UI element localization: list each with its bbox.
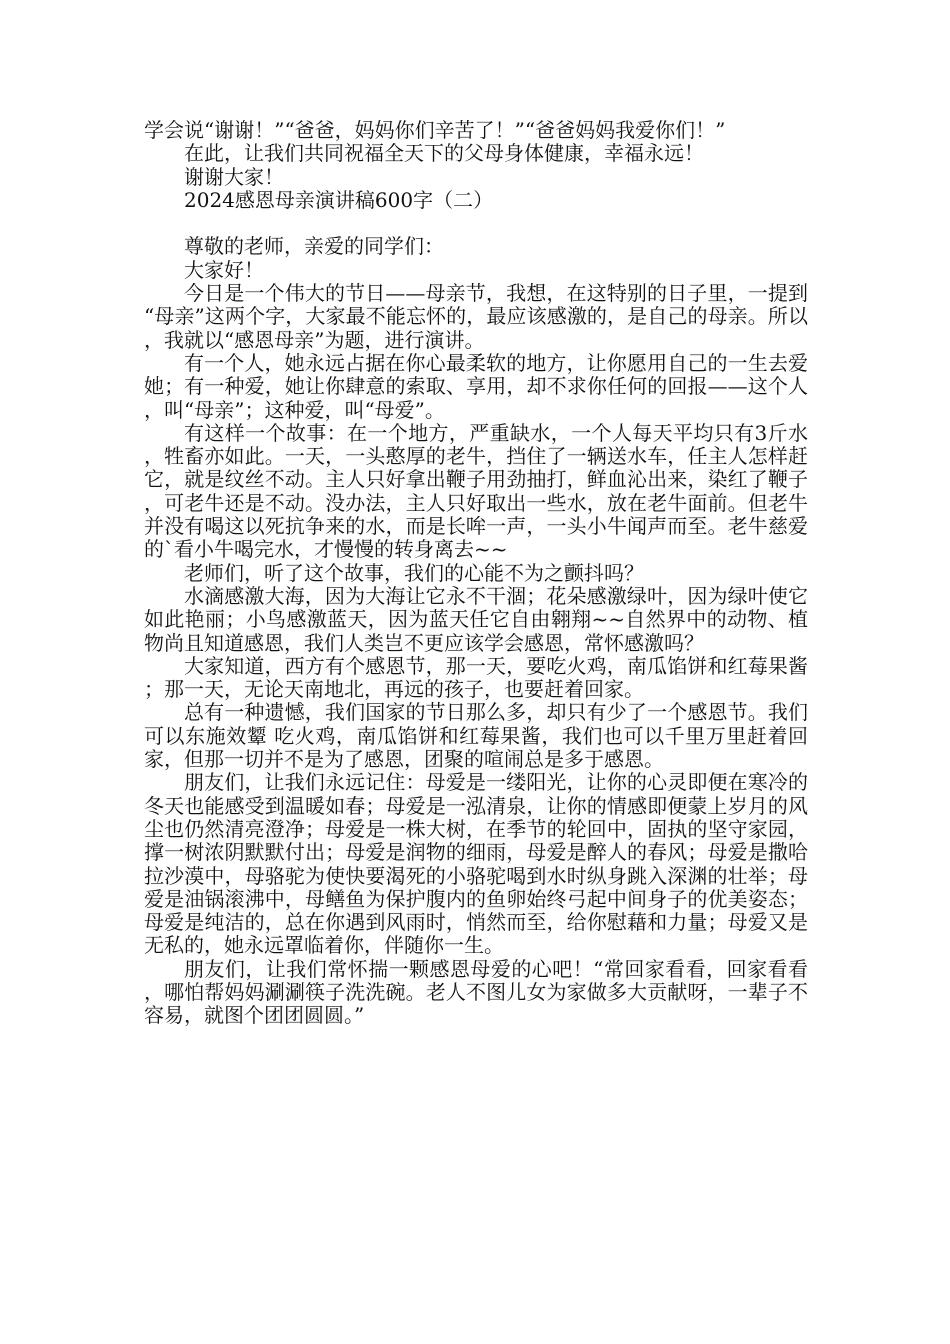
paragraph-continued: 学会说“谢谢！”“爸爸，妈妈你们辛苦了！”“爸爸妈妈我爱你们！” (144, 118, 726, 142)
paragraph: 今日是一个伟大的节日——母亲节，我想，在这特别的日子里，一提到“母亲”这两个字，大家最不能忘怀的，最应该感激的，是自己的母亲。所以，我就以“感恩母亲”为题，进行演讲。 (144, 281, 808, 352)
document-body (144, 119, 808, 1028)
paragraph: 老师们，听了这个故事，我们的心能不为之颤抖吗？ (184, 560, 644, 585)
paragraph: 朋友们，让我们常怀揣一颗感恩母爱的心吧！“常回家看看，回家看看，哪怕帮妈妈涮涮筷子洗洗碗。老人不图儿女为家做多大贡献呀，一辈子不容易，就图个团团圆圆。” (144, 956, 808, 1028)
paragraph: 水滴感激大海，因为大海让它永不干涸；花朵感激绿叶，因为绿叶使它如此艳丽；小鸟感激蓝天，因为蓝天任它自由翱翔~~自然界中的动物、植物尚且知道感恩，我们人类岂不更应该学会感恩，常怀感激吗？ (144, 583, 808, 655)
paragraph-thanks: 谢谢大家！ (184, 164, 284, 189)
salutation: 尊敬的老师，亲爱的同学们： (184, 234, 444, 259)
paragraph: 大家知道，西方有个感恩节，那一天，要吃火鸡，南瓜馅饼和红莓果酱；那一天，无论天南地北，再远的孩子，也要赶着回家。 (144, 653, 808, 702)
paragraph: 朋友们，让我们永远记住：母爱是一缕阳光，让你的心灵即便在寒冷的冬天也能感受到温暖如春；母爱是一泓清泉，让你的情感即便蒙上岁月的风尘也仍然清亮澄净；母爱是一株大树，在季节的轮回中，固执的坚守家园，撑一树浓阴默默付出；母爱是润物的细雨，母爱是醉人的春风；母爱是撒哈拉沙漠中，母骆驼为使快要渴死的小骆驼喝到水时纵身跳入深渊的壮举；母爱是油锅滚沸中，母鳝鱼为保护腹内的鱼卵始终弓起中间身子的优美姿态；母爱是纯洁的，总在你遇到风雨时，悄然而至，给你慰藉和力量；母爱又是无私的，她永远罩临着你，伴随你一生。 (144, 770, 808, 958)
paragraph: 总有一种遗憾，我们国家的节日那么多，却只有少了一个感恩节。我们可以东施效颦 吃火鸡，南瓜馅饼和红莓果酱，我们也可以千里万里赶着回家，但那一切并不是为了感恩，团聚的喧闹总是多于感恩。 (144, 700, 808, 772)
blank-line (144, 212, 808, 235)
paragraph: 有这样一个故事：在一个地方，严重缺水，一个人每天平均只有3斤水，牲畜亦如此。一天，一头憨厚的老牛，挡住了一辆送水车，任主人怎样赶它，就是纹丝不动。主人只好拿出鞭子用劲抽打，鲜血沁出来，染红了鞭子，可老牛还是不动。没办法，主人只好取出一些水，放在老牛面前。但老牛并没有喝这以死抗争来的水，而是长哞一声，一头小牛闻声而至。老牛慈爱的`看小牛喝完水，才慢慢的转身离去~~ (144, 420, 808, 562)
section-title: 2024感恩母亲演讲稿600字（二） (184, 187, 494, 212)
paragraph: 有一个人，她永远占据在你心最柔软的地方，让你愿用自己的一生去爱她；有一种爱，她让你肆意的索取、享用，却不求你任何的回报——这个人，叫“母亲”；这种爱，叫“母爱”。 (144, 350, 808, 422)
paragraph-blessing: 在此，让我们共同祝福全天下的父母身体健康，幸福永远！ (184, 141, 704, 166)
greeting: 大家好！ (184, 257, 264, 282)
